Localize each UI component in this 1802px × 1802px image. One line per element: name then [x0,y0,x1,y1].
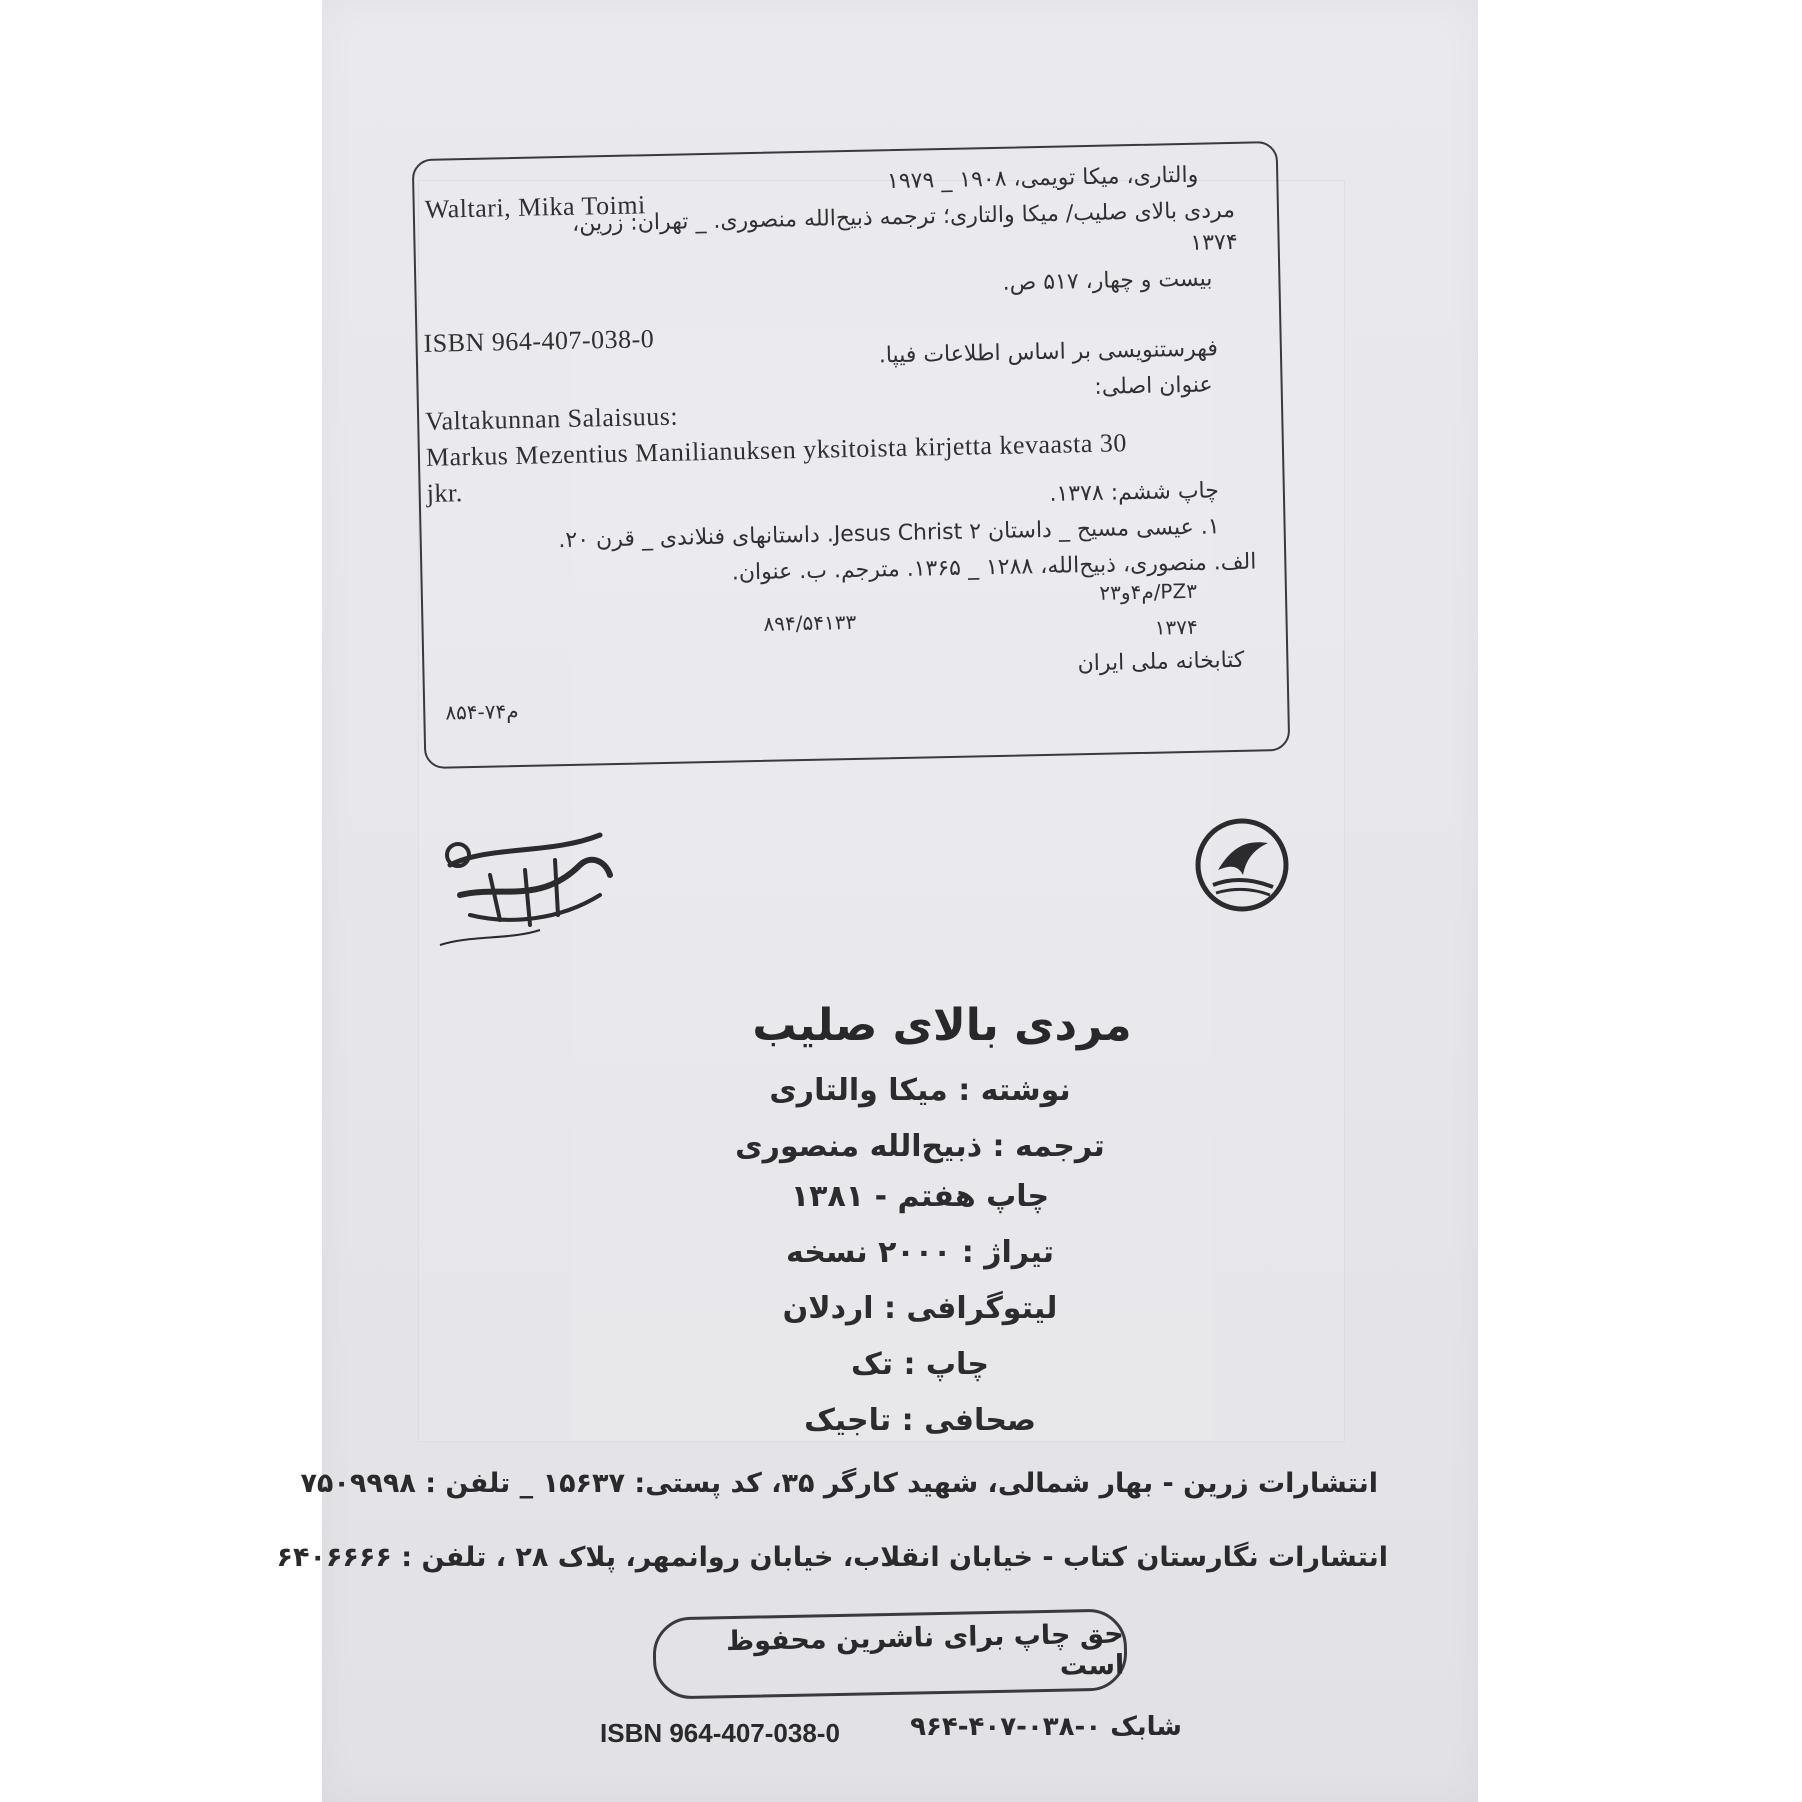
cip-original-title-3: jkr. [426,478,463,508]
cip-author-latin: Waltari, Mika Toimi [424,190,647,224]
cip-call-number-2: ۸۹۴/۵۴۱۳۳ [763,609,857,636]
cip-isbn: ISBN 964-407-038-0 [423,324,655,358]
cip-year: ۱۳۷۴ [1190,229,1238,256]
book-title: مردی بالای صلیب [752,1000,1132,1051]
isbn-latin: ISBN 964-407-038-0 [600,1718,840,1748]
negarestan-logo-text: نگارستان کتاب [530,947,537,948]
cip-original-title-label: عنوان اصلی: [1094,372,1213,400]
cip-call-number-3: ۱۳۷۴ [1154,614,1198,640]
cip-subjects-2: الف. منصوری، ذبیح‌الله، ۱۲۸۸ _ ۱۳۶۵. مترجم. ب. عنوان. [731,549,1257,586]
publisher-negarestan-address: انتشارات نگارستان کتاب - خیابان انقلاب، خیابان روانمهر، پلاک ۲۸ ، تلفن : ۶۴۰۶۶۶۶ [276,1542,1388,1573]
book-circulation: تیراژ : ۲۰۰۰ نسخه [786,1235,1054,1270]
book-edition: چاپ هفتم - ۱۳۸۱ [790,1179,1050,1214]
book-binding: صحافی : تاجیک [804,1403,1036,1438]
cip-original-title-1: Valtakunnan Salaisuus: [424,401,679,436]
cip-call-number-1: PZ۳/م۴و۲۳ [1099,578,1198,605]
cip-original-title-2: Markus Mezentius Manilianuksen yksitoista kirjetta kevaasta 30 [425,428,1128,472]
cip-subjects-1: ۱. عیسی مسیح _ داستان Jesus Christ ۲. داستانهای فنلاندی _ قرن ۲۰. [558,514,1220,554]
publisher-zarrin-address: انتشارات زرین - بهار شمالی، شهید کارگر ۳۵، کد پستی: ۱۵۶۳۷ _ تلفن : ۷۵۰۹۹۹۸ [300,1468,1378,1499]
cip-record-box [412,141,1291,769]
cip-library: کتابخانه ملی ایران [1077,647,1245,677]
cip-author-fa: والتاری، میکا تویمی، ۱۹۰۸ _ ۱۹۷۹ [886,162,1199,195]
cip-edition: چاپ ششم: ۱۳۷۸. [1049,478,1220,507]
isbn-persian: شابک ۰-۰۳۸-۴۰۷-۹۶۴ [910,1712,1182,1742]
book-printing: چاپ : تک [851,1347,989,1382]
negarestan-ketab-calligraphy-logo-icon [430,825,645,955]
cip-pages: بیست و چهار، ۵۱۷ ص. [1002,266,1213,296]
copyright-notice: حق چاپ برای ناشرین محفوظ است [725,1618,1125,1682]
cip-title-line: مردی بالای صلیب/ میکا والتاری؛ ترجمه ذبیح‌الله منصوری. _ تهران: زرین، [571,197,1236,237]
book-title-block [560,1000,1280,1461]
copyright-notice-box [652,1608,1127,1699]
zarrin-bird-logo-icon [1188,815,1296,915]
cip-record-number: م۷۴-۸۵۴ [445,699,519,725]
book-translator: ترجمه : ذبیح‌الله منصوری [735,1129,1105,1164]
book-lithography: لیتوگرافی : اردلان [782,1291,1058,1326]
book-author: نوشته : میکا والتاری [769,1073,1071,1108]
cip-fipa-note: فهرستنویسی بر اساس اطلاعات فیپا. [878,336,1219,369]
